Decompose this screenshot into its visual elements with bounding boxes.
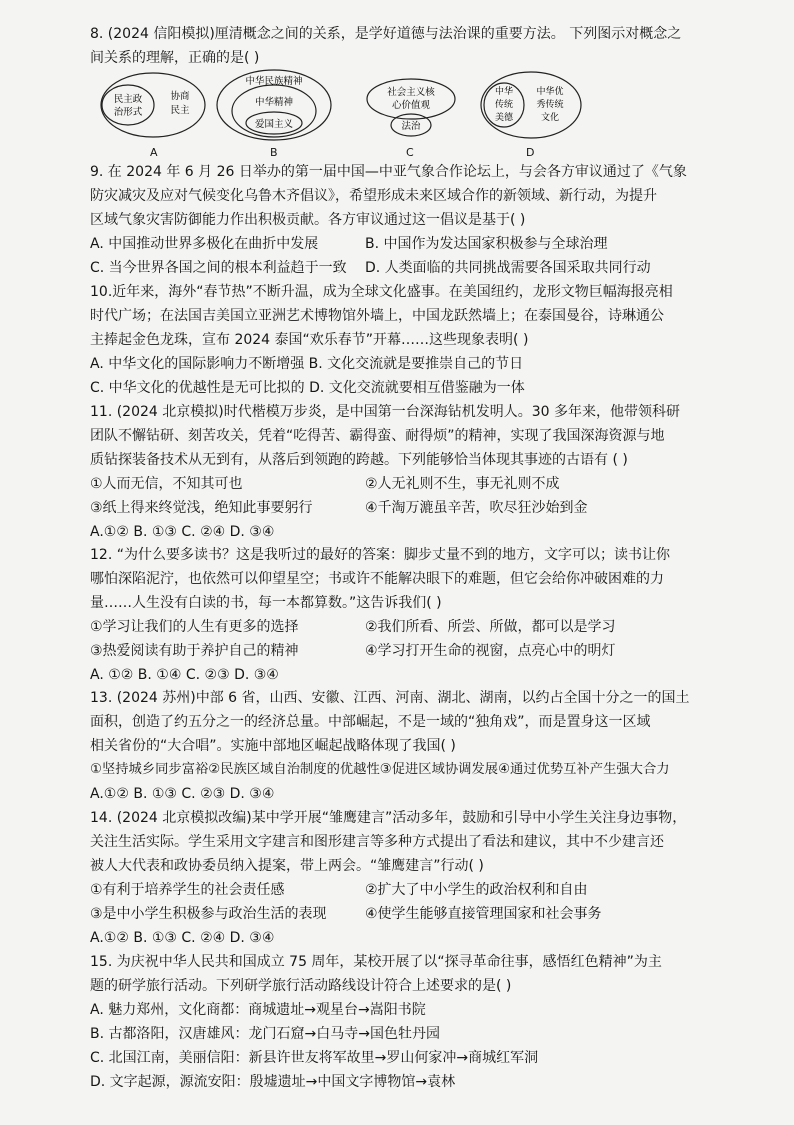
question-12	[90, 543, 750, 687]
q8-line-2: 间关系的理解，正确的是( )	[90, 50, 260, 66]
q12-answer-options: A. ①② B. ①④ C. ②③ D. ③④	[90, 667, 279, 683]
q9-option-d: D. 人类面临的共同挑战需要各国采取共同行动	[365, 260, 651, 276]
q11-item-2: ②人无礼则不生，事无礼则不成	[365, 476, 560, 492]
q14-answer-options: A.①② B. ①③ C. ②④ D. ③④	[90, 930, 275, 946]
q8-line-1: 8. (2024 信阳模拟)厘清概念之间的关系，是学好道德与法治课的重要方法。 下列图示对概念之	[90, 26, 682, 42]
q14-line-1: 14. (2024 北京模拟改编)某中学开展“雏鹰建言”活动多年，鼓励和引导中小学生关注身边事物，	[90, 810, 687, 826]
q15-option-b: B. 古都洛阳，汉唐雄风：龙门石窟→白马寺→国色牡丹园	[90, 1026, 440, 1042]
q12-item-3: ③热爱阅读有助于养护自己的精神	[90, 643, 299, 659]
question-14	[90, 806, 750, 950]
q11-item-4: ④千淘万漉虽辛苦，吹尽狂沙始到金	[365, 500, 588, 516]
q10-option-ab: A. 中华文化的国际影响力不断增强 B. 文化交流就是要推崇自己的节日	[90, 356, 524, 372]
diagram-a-text-4: 民主	[170, 105, 190, 116]
q11-line-2: 团队不懈钻研、刻苦攻关，凭着“吃得苦、霸得蛮、耐得烦”的精神，实现了我国深海资源与地	[90, 428, 665, 444]
q12-options-row-1	[90, 615, 750, 639]
q14-item-4: ④使学生能够直接管理国家和社会事务	[365, 906, 602, 922]
diagram-b	[214, 67, 334, 157]
diagram-a-text-1: 民主政	[113, 94, 143, 105]
q11-item-3: ③纸上得来终觉浅，绝知此事要躬行	[90, 500, 313, 516]
diagram-d-text-1: 中华	[494, 87, 514, 97]
diagram-c-text-2: 心价值观	[391, 100, 431, 111]
q10-line-2: 时代广场；在法国吉美国立亚洲艺术博物馆外墙上，中国龙跃然墙上；在泰国曼谷，诗琳通公	[90, 308, 664, 324]
diagram-d-text-3: 美德	[494, 113, 514, 123]
q14-line-3: 被人大代表和政协委员纳入提案，带上两会。“雏鹰建言”行动( )	[90, 858, 484, 874]
q15-line-2: 题的研学旅行活动。下列研学旅行活动路线设计符合上述要求的是( )	[90, 978, 512, 994]
diagram-a-text-2: 治形式	[113, 107, 143, 118]
q12-line-3: 量……人生没有白读的书，每一本都算数。”这告诉我们( )	[90, 595, 442, 611]
q11-options-row-2	[90, 496, 750, 520]
q13-answer-options: A.①② B. ①③ C. ②③ D. ③④	[90, 786, 275, 802]
question-13	[90, 686, 750, 806]
q14-line-2: 关注生活实际。学生采用文字建言和图形建言等多种方式提出了看法和建议，其中不少建言还	[90, 834, 664, 850]
diagram-a-text-3: 协商	[170, 91, 190, 102]
q10-option-cd: C. 中华文化的优越性是无可比拟的 D. 文化交流就要相互借鉴融为一体	[90, 380, 525, 396]
q14-item-1: ①有利于培养学生的社会责任感	[90, 882, 285, 898]
q15-option-a: A. 魅力郑州，文化商都：商城遗址→观星台→嵩阳书院	[90, 1002, 426, 1018]
q9-option-c: C. 当今世界各国之间的根本利益趋于一致	[90, 260, 347, 276]
q12-item-1: ①学习让我们的人生有更多的选择	[90, 619, 299, 635]
q14-options-row-1	[90, 878, 750, 902]
q9-option-b: B. 中国作为发达国家积极参与全球治理	[365, 236, 608, 252]
q11-item-1: ①人而无信，不知其可也	[90, 476, 243, 492]
q13-items: ①坚持城乡同步富裕②民族区域自治制度的优越性③促进区域协调发展④通过优势互补产生强大合力	[90, 762, 670, 777]
question-8	[90, 22, 750, 70]
question-15	[90, 950, 750, 1094]
q10-line-3: 主捧起金色龙珠，宣布 2024 泰国“欢乐春节”开幕……这些现象表明( )	[90, 332, 529, 348]
q12-line-1: 12. “为什么要多读书？这是我听过的最好的答案：脚步丈量不到的地方，文字可以；读书让你	[90, 547, 670, 563]
question-10	[90, 280, 750, 400]
diagram-d	[476, 67, 586, 157]
q12-item-2: ②我们所看、所尝、所做，都可以是学习	[365, 619, 616, 635]
q9-line-2: 防灾减灾及应对气候变化乌鲁木齐倡议》，希望形成未来区域合作的新领域、新行动，为提升	[90, 188, 657, 204]
q11-options-row-1	[90, 472, 750, 496]
question-11	[90, 400, 750, 544]
q9-line-3: 区域气象灾害防御能力作出积极贡献。各方审议通过这一倡议是基于( )	[90, 212, 526, 228]
q12-options-row-2	[90, 639, 750, 663]
diagram-b-text-2: 中华精神	[254, 97, 294, 108]
diagram-c	[356, 67, 466, 157]
diagram-d-text-5: 秀传统	[536, 100, 564, 110]
q13-line-1: 13. (2024 苏州)中部 6 省，山西、安徽、江西、河南、湖北、湖南，以约占全国十分之一的国土	[90, 690, 690, 706]
q9-line-1: 9. 在 2024 年 6 月 26 日举办的第一届中国—中亚气象合作论坛上，与会各方审议通过了《气象	[90, 164, 687, 180]
q12-line-2: 哪怕深陷泥泞，也依然可以仰望星空；书或许不能解决眼下的难题，但它会给你冲破困难的力	[90, 571, 664, 587]
q9-option-a: A. 中国推动世界多极化在曲折中发展	[90, 236, 319, 252]
q13-line-2: 面积，创造了约五分之一的经济总量。中部崛起，不是一域的“独角戏”，而是置身这一区域	[90, 714, 651, 730]
q15-option-d: D. 文字起源，源流安阳：殷墟遗址→中国文字博物馆→袁林	[90, 1074, 456, 1090]
diagram-d-label: D	[526, 146, 535, 159]
diagram-a-label: A	[150, 146, 158, 159]
q9-options-row-2	[90, 256, 750, 280]
q14-options-row-2	[90, 902, 750, 926]
q11-line-3: 质钻探装备技术从无到有，从落后到领跑的跨越。下列能够恰当体现其事迹的古语有 ( )	[90, 452, 628, 468]
q13-line-3: 相关省份的“大合唱”。实施中部地区崛起战略体现了我国( )	[90, 738, 456, 754]
diagram-b-text-3: 爱国主义	[254, 119, 294, 130]
q15-option-c: C. 北国江南，美丽信阳：新县许世友将军故里→罗山何家冲→商城红军洞	[90, 1050, 539, 1066]
question-9	[90, 160, 750, 280]
diagram-c-label: C	[406, 146, 414, 159]
q15-line-1: 15. 为庆祝中华人民共和国成立 75 周年，某校开展了以“探寻革命往事，感悟红色精神”为主	[90, 954, 662, 970]
diagram-b-text-1: 中华民族精神	[245, 76, 303, 87]
diagram-d-text-4: 中华优	[536, 87, 564, 97]
q14-item-2: ②扩大了中小学生的政治权利和自由	[365, 882, 588, 898]
diagram-d-text-2: 传统	[494, 100, 514, 110]
diagram-a	[98, 67, 208, 157]
diagram-c-text-3: 法治	[401, 121, 421, 132]
diagram-b-label: B	[270, 146, 278, 159]
q11-line-1: 11. (2024 北京模拟)时代楷模万步炎，是中国第一台深海钻机发明人。30 多年来，他带领科研	[90, 404, 680, 420]
q10-line-1: 10.近年来，海外“春节热”不断升温，成为全球文化盛事。在美国纽约，龙形文物巨幅海报亮相	[90, 284, 673, 300]
diagram-d-text-6: 文化	[540, 113, 560, 123]
q14-item-3: ③是中小学生积极参与政治生活的表现	[90, 906, 327, 922]
diagram-c-text-1: 社会主义核	[387, 87, 435, 98]
q11-answer-options: A.①② B. ①③ C. ②④ D. ③④	[90, 524, 275, 540]
q12-item-4: ④学习打开生命的视窗，点亮心中的明灯	[365, 643, 616, 659]
q9-options-row-1	[90, 232, 750, 256]
